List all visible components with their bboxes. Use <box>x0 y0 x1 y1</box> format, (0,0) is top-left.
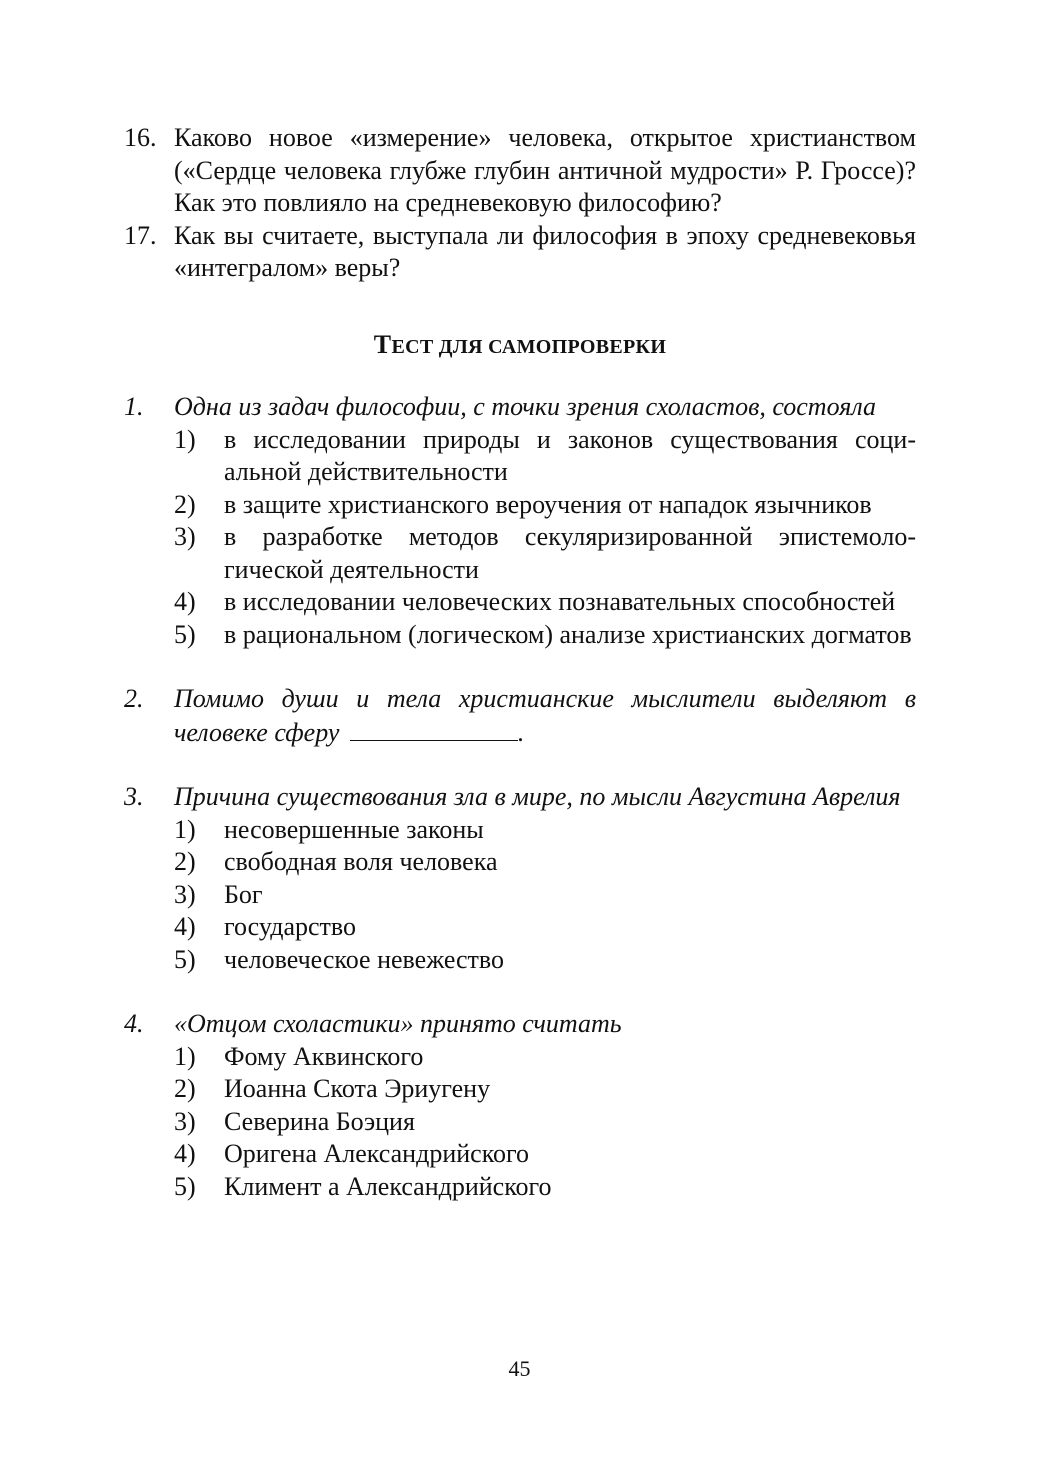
test-question-number: 1. <box>124 392 144 421</box>
answer-option <box>174 586 916 619</box>
test-item-1 <box>124 391 916 651</box>
option-text: Иоанна Скота Эриугену <box>224 1074 491 1103</box>
test-item-4 <box>124 1008 916 1203</box>
option-text: в разработке методов секуляризированной эпистемологической деятельности <box>224 522 916 584</box>
answer-option <box>174 619 916 652</box>
option-text: Климент а Александрийского <box>224 1171 552 1201</box>
question-text: Как вы считаете, выступала ли философия в эпоху средневековья «интегралом» веры? <box>174 220 916 282</box>
option-number: 3) <box>174 879 196 909</box>
option-number: 2) <box>174 1074 196 1103</box>
option-number: 3) <box>174 1106 196 1136</box>
question-text: Каково новое «измерение» человека, открытое христианством («Сердце человека глубже глубин античной мудрости» Р. Гроссе)? Как это повлияло на средневековую философию? <box>174 123 916 217</box>
answer-option <box>174 1138 916 1171</box>
option-number: 5) <box>174 619 196 649</box>
test-question <box>124 391 916 424</box>
review-question-16 <box>124 122 916 220</box>
answer-option <box>174 911 916 944</box>
option-text: Фому Аквинского <box>224 1041 424 1071</box>
option-number: 1) <box>174 424 196 454</box>
option-number: 4) <box>174 1139 196 1168</box>
test-question-text: «Отцом схоластики» принято считать <box>174 1009 622 1038</box>
option-number: 4) <box>174 912 196 941</box>
test-item-3 <box>124 781 916 976</box>
option-text: в исследовании человеческих познавательных способностей <box>224 587 896 616</box>
answer-option <box>174 489 916 522</box>
test-question-number: 3. <box>124 782 144 811</box>
section-heading <box>124 329 916 364</box>
answer-option <box>174 1073 916 1106</box>
answer-option <box>174 846 916 879</box>
option-text: свободная воля человека <box>224 847 498 876</box>
option-text: человеческое невежество <box>224 944 505 974</box>
test-question-body: Помимо души и тела христианские мыслители выделяют в человеке сферу <box>174 684 916 747</box>
answer-blank[interactable] <box>350 716 518 741</box>
answer-option <box>174 814 916 847</box>
heading-rest: ЕСТ ДЛЯ САМОПРОВЕРКИ <box>391 335 667 358</box>
page-content <box>124 122 916 1235</box>
test-question-text: Одна из задач философии, с точки зрения схоластов, состояла <box>174 392 876 421</box>
option-text: в рациональном (логическом) анализе христианских догматов <box>224 619 912 649</box>
test-item-2 <box>124 683 916 749</box>
blank-end-punctuation: . <box>517 717 525 747</box>
test-question-number: 4. <box>124 1009 144 1038</box>
test-question <box>124 781 916 814</box>
answer-option <box>174 424 916 489</box>
answer-option <box>174 944 916 977</box>
option-text: Бог <box>224 879 263 909</box>
option-text: Оригена Александрийского <box>224 1139 530 1168</box>
option-number: 5) <box>174 1171 196 1201</box>
option-number: 2) <box>174 489 196 519</box>
question-number: 16. <box>124 123 157 152</box>
option-number: 1) <box>174 1041 196 1071</box>
review-question-17 <box>124 220 916 285</box>
option-text: в защите христианского вероучения от нападок язычников <box>224 489 872 519</box>
test-question <box>124 1008 916 1041</box>
option-text: несовершенные законы <box>224 814 484 844</box>
option-number: 4) <box>174 587 196 616</box>
answer-option <box>174 521 916 586</box>
test-question-text <box>174 683 916 749</box>
test-question-number: 2. <box>124 684 144 713</box>
answer-options <box>174 814 916 977</box>
option-number: 2) <box>174 847 196 876</box>
option-text: Северина Боэция <box>224 1106 415 1136</box>
option-number: 5) <box>174 944 196 974</box>
option-text: государство <box>224 912 356 941</box>
answer-option <box>174 879 916 912</box>
answer-option <box>174 1171 916 1204</box>
answer-options <box>174 424 916 652</box>
answer-option <box>174 1106 916 1139</box>
answer-option <box>174 1041 916 1074</box>
heading-first-letter: Т <box>373 329 392 359</box>
test-question-text: Причина существования зла в мире, по мысли Августина Аврелия <box>174 782 901 811</box>
option-number: 3) <box>174 522 196 551</box>
test-question <box>124 683 916 749</box>
question-number: 17. <box>124 220 157 250</box>
option-number: 1) <box>174 814 196 844</box>
page-number: 45 <box>508 1356 531 1381</box>
option-text: в исследовании природы и законов существования социальной действительности <box>224 424 916 486</box>
answer-options <box>174 1041 916 1204</box>
